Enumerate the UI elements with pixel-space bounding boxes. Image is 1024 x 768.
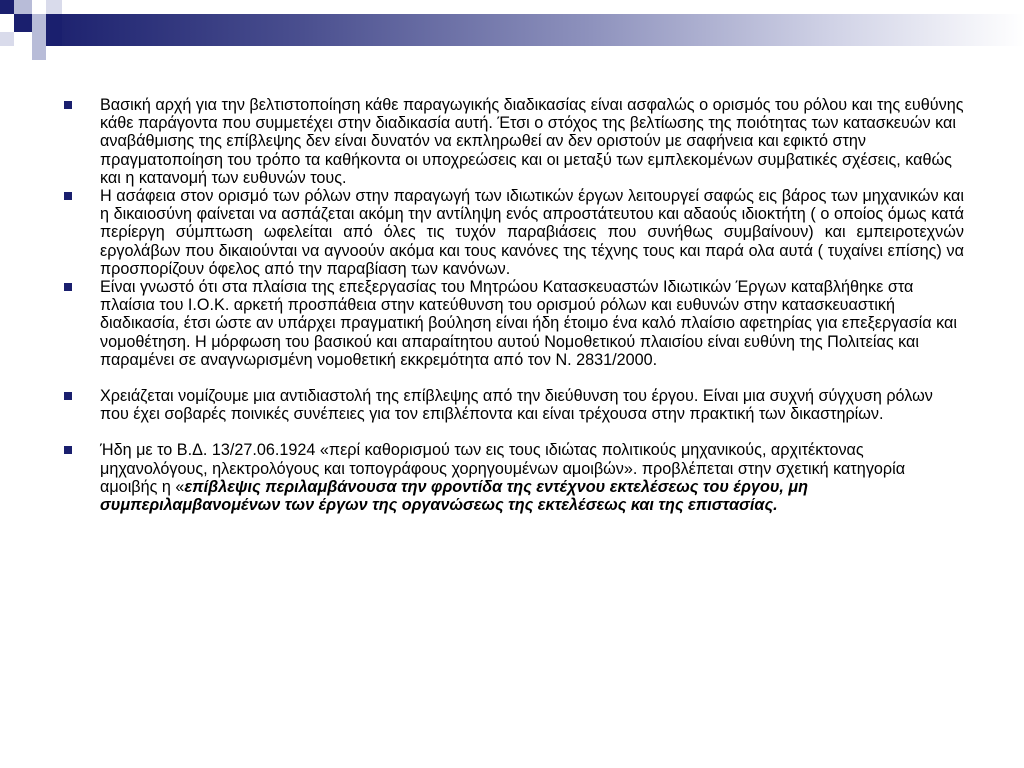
bullet-text-with-emphasis bbox=[100, 441, 964, 514]
slide-body bbox=[64, 96, 964, 514]
square-bullet-icon bbox=[64, 101, 72, 109]
square-bullet-icon bbox=[64, 192, 72, 200]
square-bullet-icon bbox=[64, 446, 72, 454]
decor-square bbox=[46, 14, 62, 32]
emphasis-text: επίβλεψις περιλαμβάνουσα την φροντίδα της εντέχνου εκτελέσεως του έργου, μη συμπεριλαμβανομένων των έργων της οργανώσεως της εκτελέσεως και της επιστασίας. bbox=[100, 477, 809, 515]
bullet-text: Βασική αρχή για την βελτιστοποίηση κάθε παραγωγικής διαδικασίας είναι ασφαλώς ο ορισμός του ρόλου και της ευθύνης κάθε παράγοντα που συμμετέχει στην διαδικασία αυτή. Έτσι ο στόχος της βελτίωσης της ποιότητας των κατασκευών και αναβάθμισης της επίβλεψης δεν είναι δυνατόν να εκπληρωθεί αν δεν οριστούν με σαφήνεια και εφικτό στην πραγματοποίηση του τρόπο τα καθήκοντα οι υποχρεώσεις και οι μεταξύ των εμπλεκομένων συμβατικές σχέσεις, καθώς και η κατανομή των ευθυνών τους. bbox=[100, 96, 964, 187]
decor-square bbox=[46, 0, 62, 14]
bullet-item bbox=[64, 187, 964, 278]
decor-square bbox=[32, 32, 46, 46]
bullet-text: Χρειάζεται νομίζουμε μια αντιδιαστολή της επίβλεψης από την διεύθυνση του έργου. Είναι μια συχνή σύγχυση ρόλων που έχει σοβαρές ποινικές συνέπειες για τον επιβλέποντα και είναι τρέχουσα στην πρακτική των δικαστηρίων. bbox=[100, 387, 933, 424]
bullet-text: Είναι γνωστό ότι στα πλαίσια της επεξεργασίας του Μητρώου Κατασκευαστών Ιδιωτικών Έργων καταβλήθηκε στα πλαίσια του Ι.Ο.Κ. αρκετή προσπάθεια στην κατεύθυνση του ορισμού ρόλων και ευθυνών στην κατασκευαστική διαδικασία, έτσι ώστε αν υπάρχει πραγματική βούληση είναι ήδη έτοιμο ένα καλό πλαίσιο αφετηρίας για επεξεργασία και νομοθέτηση. Η μόρφωση του βασικού και απαραίτητου αυτού Νομοθετικού πλαισίου είναι ευθύνη της Πολιτείας και παραμένει σε αναγνωρισμένη νομοθετική εκκρεμότητα από τον Ν. 2831/2000. bbox=[100, 278, 957, 369]
decor-square bbox=[46, 32, 62, 46]
bullet-item bbox=[64, 441, 964, 514]
decor-square bbox=[14, 0, 32, 14]
header-gradient-bar bbox=[62, 14, 1024, 46]
bullet-item bbox=[64, 387, 964, 423]
decor-square bbox=[0, 0, 14, 14]
bullet-text: Η ασάφεια στον ορισμό των ρόλων στην παραγωγή των ιδιωτικών έργων λειτουργεί σαφώς εις βάρος των μηχανικών και η δικαιοσύνη φαίνεται να ασπάζεται ακόμη την αντίληψη ενός απροστάτευτου και αδαούς ιδιοκτήτη ( ο οποίος όμως κατά περίεργη σύμπτωση ωφελείται από όλες τις τυχόν παραβιάσεις που συνήθως συμβαίνουν) και εμπειροτεχνών εργολάβων που δικαιούνται να αγνοούν ακόμα και τους κανόνες της τέχνης τους και παρά ολα αυτά ( τυχαίνει επίσης) να προσπορίζουν όφελος από την παραβίαση των κανόνων. bbox=[100, 187, 964, 278]
decor-square bbox=[14, 14, 32, 32]
decor-square bbox=[32, 14, 46, 32]
decor-square bbox=[32, 46, 46, 60]
decor-square bbox=[0, 32, 14, 46]
bullet-item bbox=[64, 96, 964, 187]
square-bullet-icon bbox=[64, 392, 72, 400]
bullet-item bbox=[64, 278, 964, 369]
bullet-text: Ήδη με το Β.Δ. 13/27.06.1924 «περί καθορισμού των εις τους ιδιώτας πολιτικούς μηχανικούς, αρχιτέκτονας μηχανολόγους, ηλεκτρολόγους και τοπογράφους χορηγουμένων αμοιβών». προβλέπεται στην σχετική κατηγορία αμοιβής η « bbox=[100, 441, 906, 496]
square-bullet-icon bbox=[64, 283, 72, 291]
